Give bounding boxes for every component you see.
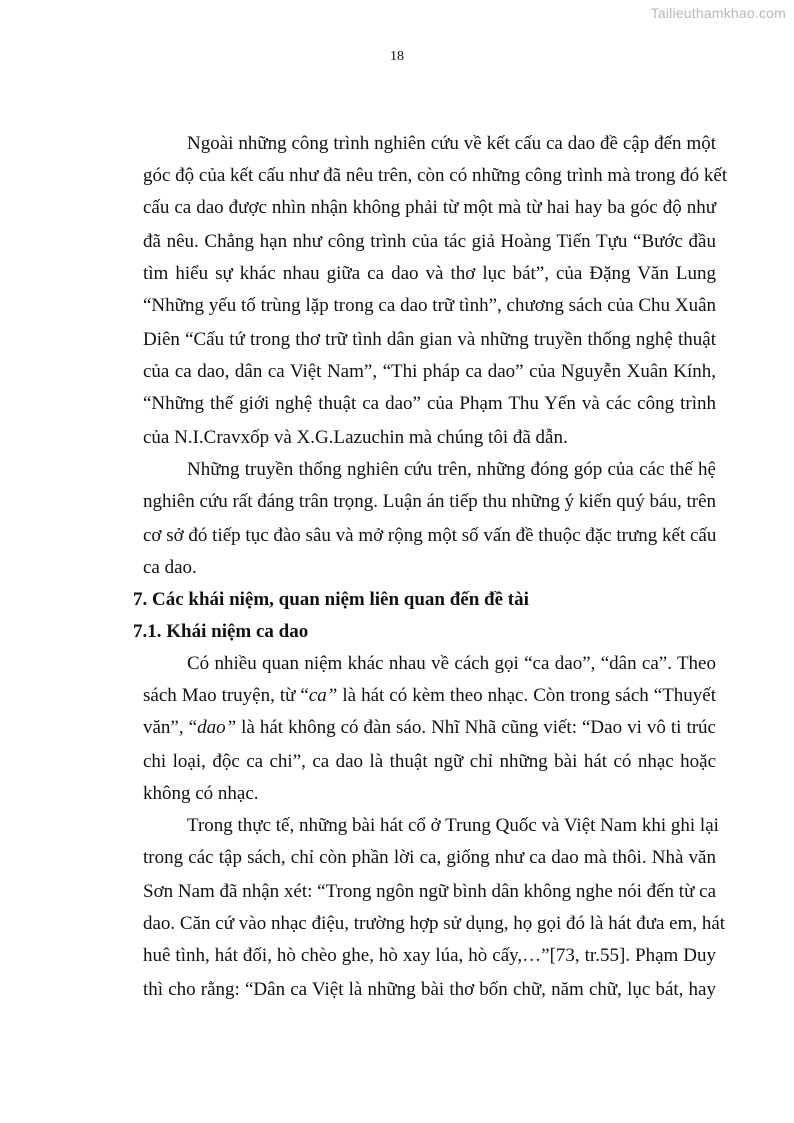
body-text-line: “Những yếu tố trùng lặp trong ca dao trữ tình”, chương sách của Chu Xuân — [143, 295, 716, 316]
body-text-line: không có nhạc. — [143, 783, 259, 804]
body-text-line: đã nêu. Chẳng hạn như công trình của tác giả Hoàng Tiến Tựu “Bước đầu — [143, 231, 716, 252]
body-text-line: Diên “Cấu tứ trong thơ trữ tình dân gian và những truyền thống nghệ thuật — [143, 329, 716, 350]
subsection-heading: 7.1. Khái niệm ca dao — [133, 621, 309, 642]
body-text-line: của N.I.Cravxốp và X.G.Lazuchin mà chúng tôi đã dẫn. — [143, 427, 568, 448]
body-text-line: cấu ca dao được nhìn nhận không phải từ một mà từ hai hay ba góc độ như — [143, 197, 716, 218]
italic-term: dao” — [197, 717, 237, 738]
body-text-line: Sơn Nam đã nhận xét: “Trong ngôn ngữ bình dân không nghe nói đến từ ca — [143, 881, 716, 902]
body-text-line: Trong thực tế, những bài hát cổ ở Trung Quốc và Việt Nam khi ghi lại — [187, 815, 719, 836]
body-text-line: cơ sở đó tiếp tục đào sâu và mở rộng một số vấn đề thuộc đặc trưng kết cấu — [143, 525, 717, 546]
text-segment: sách Mao truyện, từ “ — [143, 685, 309, 706]
body-text-line: “Những thế giới nghệ thuật ca dao” của Phạm Thu Yến và các công trình — [143, 393, 716, 414]
body-text-line: nghiên cứu rất đáng trân trọng. Luận án tiếp thu những ý kiến quý báu, trên — [143, 491, 717, 512]
body-text-line: của ca dao, dân ca Việt Nam”, “Thi pháp ca dao” của Nguyễn Xuân Kính, — [143, 361, 716, 382]
body-text-line: góc độ của kết cấu như đã nêu trên, còn có những công trình mà trong đó kết — [143, 165, 728, 186]
body-text-line: Có nhiều quan niệm khác nhau về cách gọi “ca dao”, “dân ca”. Theo — [187, 653, 716, 674]
body-text-line: Những truyền thống nghiên cứu trên, những đóng góp của các thế hệ — [187, 459, 716, 480]
body-text-line: huê tình, hát đối, hò chèo ghe, hò xay lúa, hò cấy,…”[73, tr.55]. Phạm Duy — [143, 945, 716, 966]
body-text-line — [143, 683, 716, 709]
body-text-line: dao. Căn cứ vào nhạc điệu, trường hợp sử dụng, họ gọi đó là hát đưa em, hát — [143, 913, 726, 934]
text-segment: là hát có kèm theo nhạc. Còn trong sách “Thuyết — [337, 685, 717, 706]
body-text-line: tìm hiểu sự khác nhau giữa ca dao và thơ lục bát”, của Đặng Văn Lung — [143, 263, 716, 284]
body-text-line: chi loại, độc ca chi”, ca dao là thuật ngữ chỉ những bài hát có nhạc hoặc — [143, 751, 716, 772]
watermark-text: Tailieuthamkhao.com — [650, 5, 786, 21]
page-number: 18 — [390, 49, 404, 64]
text-segment: văn”, “ — [143, 717, 198, 738]
section-heading: 7. Các khái niệm, quan niệm liên quan đến đề tài — [133, 589, 529, 610]
body-text-line: thì cho rằng: “Dân ca Việt là những bài thơ bốn chữ, năm chữ, lục bát, hay — [143, 979, 716, 1000]
italic-term: ca” — [308, 685, 338, 706]
body-text-line — [143, 715, 716, 741]
body-text-line: Ngoài những công trình nghiên cứu về kết cấu ca dao đề cập đến một — [187, 133, 716, 154]
text-segment: là hát không có đàn sáo. Nhĩ Nhã cũng viết: “Dao vi vô ti trúc — [236, 717, 716, 738]
body-text-line: trong các tập sách, chỉ còn phần lời ca, giống như ca dao mà thôi. Nhà văn — [143, 847, 716, 868]
body-text-line: ca dao. — [143, 557, 197, 578]
